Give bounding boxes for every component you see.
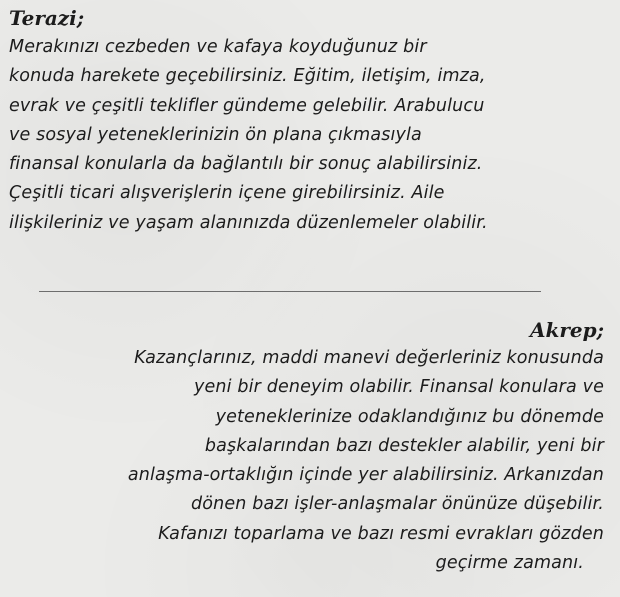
akrep-text: [128, 344, 604, 578]
terazi-title: Terazi;: [9, 6, 85, 30]
terazi-text: [9, 33, 488, 238]
terazi-text-line: ilişkileriniz ve yaşam alanınızda düzenlemeler olabilir.: [9, 212, 488, 233]
akrep-text-line: geçirme zamanı.: [435, 553, 584, 574]
terazi-text-line: ve sosyal yeteneklerinizin ön plana çıkmasıyla: [9, 124, 422, 145]
akrep-text-line: Kazançlarınız, maddi manevi değerleriniz konusunda: [134, 348, 604, 368]
akrep-text-line: dönen bazı işler-anlaşmalar önünüze düşebilir.: [191, 494, 604, 515]
section-divider: [39, 291, 541, 292]
terazi-text-line: konuda harekete geçebilirsiniz. Eğitim, iletişim, imza,: [9, 66, 486, 87]
akrep-title: Akrep;: [529, 318, 604, 342]
akrep-text-line: Kafanızı toparlama ve bazı resmi evrakları gözden: [158, 523, 604, 544]
akrep-text-line: yeteneklerinize odaklandığınız bu dönemde: [215, 406, 604, 427]
terazi-text-line: Merakınızı cezbeden ve kafaya koyduğunuz bir: [9, 37, 427, 57]
terazi-text-line: finansal konularla da bağlantılı bir sonuç alabilirsiniz.: [9, 154, 483, 175]
akrep-text-line: yeni bir deneyim olabilir. Finansal konulara ve: [194, 377, 604, 398]
terazi-text-line: evrak ve çeşitli teklifler gündeme gelebilir. Arabulucu: [9, 95, 485, 116]
akrep-text-line: başkalarından bazı destekler alabilir, yeni bir: [204, 435, 604, 456]
terazi-text-line: Çeşitli ticari alışverişlerin içene girebilirsiniz. Aile: [9, 183, 445, 204]
akrep-text-line: anlaşma-ortaklığın içinde yer alabilirsiniz. Arkanızdan: [127, 465, 604, 486]
